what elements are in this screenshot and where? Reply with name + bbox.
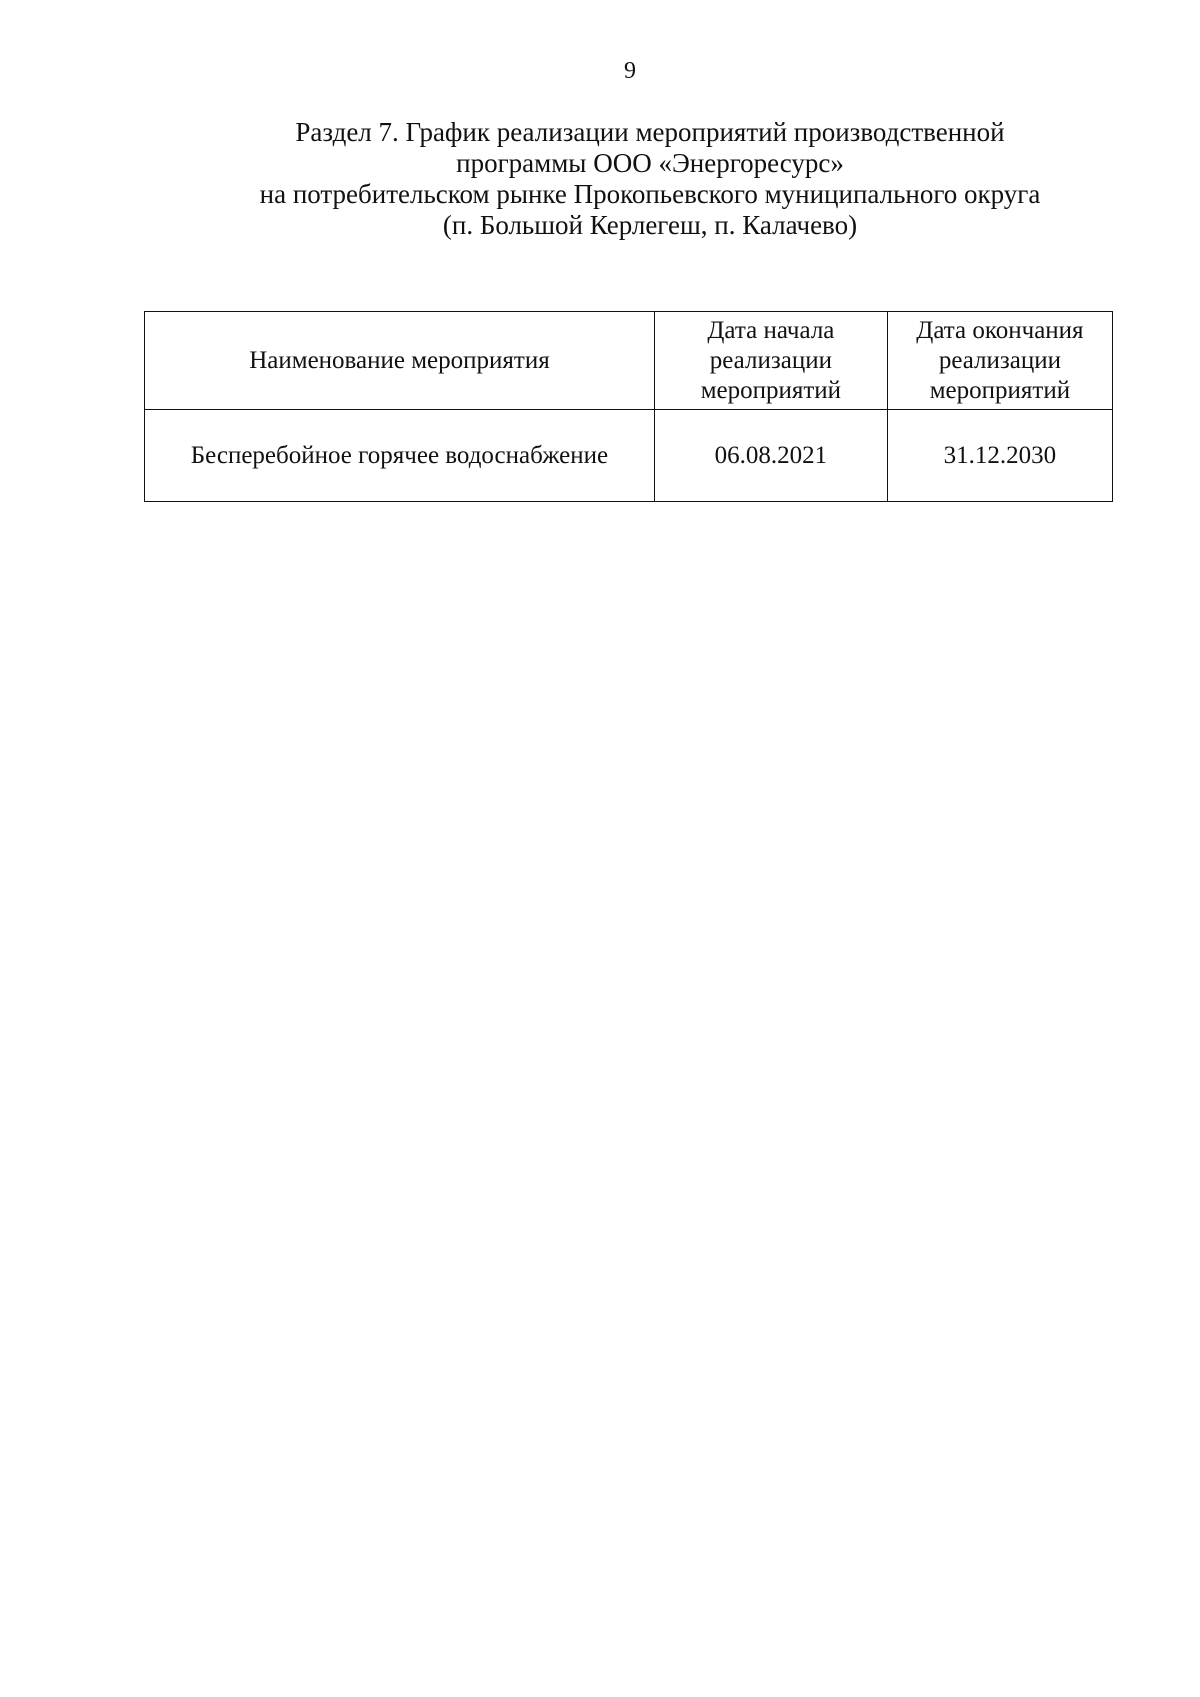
section-heading bbox=[200, 117, 1100, 241]
header-start-line-1: Дата начала bbox=[707, 316, 835, 344]
heading-line-3: на потребительском рынке Прокопьевского муниципального округа bbox=[259, 179, 1041, 209]
page-number: 9 bbox=[624, 58, 636, 84]
end-date-cell: 31.12.2030 bbox=[887, 410, 1112, 502]
header-start-line-2: реализации bbox=[709, 346, 832, 374]
header-activity-name: Наименование мероприятия bbox=[145, 312, 655, 410]
heading-line-1: Раздел 7. График реализации мероприятий производственной bbox=[295, 117, 1005, 147]
header-end-line-2: реализации bbox=[938, 346, 1062, 374]
heading-line-4: (п. Большой Керлегеш, п. Калачево) bbox=[442, 210, 858, 240]
header-end-line-1: Дата окончания bbox=[916, 316, 1084, 344]
header-start-line-3: мероприятий bbox=[700, 376, 842, 404]
table-body bbox=[145, 410, 1113, 502]
schedule-table bbox=[144, 311, 1113, 502]
header-end-date bbox=[887, 312, 1112, 410]
header-row bbox=[145, 312, 1113, 410]
activity-name-cell: Бесперебойное горячее водоснабжение bbox=[145, 410, 655, 502]
start-date-cell: 06.08.2021 bbox=[654, 410, 887, 502]
header-start-date bbox=[654, 312, 887, 410]
table-header bbox=[145, 312, 1113, 410]
heading-line-2: программы ООО «Энергоресурс» bbox=[456, 148, 844, 178]
header-end-line-3: мероприятий bbox=[929, 376, 1071, 404]
table-row bbox=[145, 410, 1113, 502]
